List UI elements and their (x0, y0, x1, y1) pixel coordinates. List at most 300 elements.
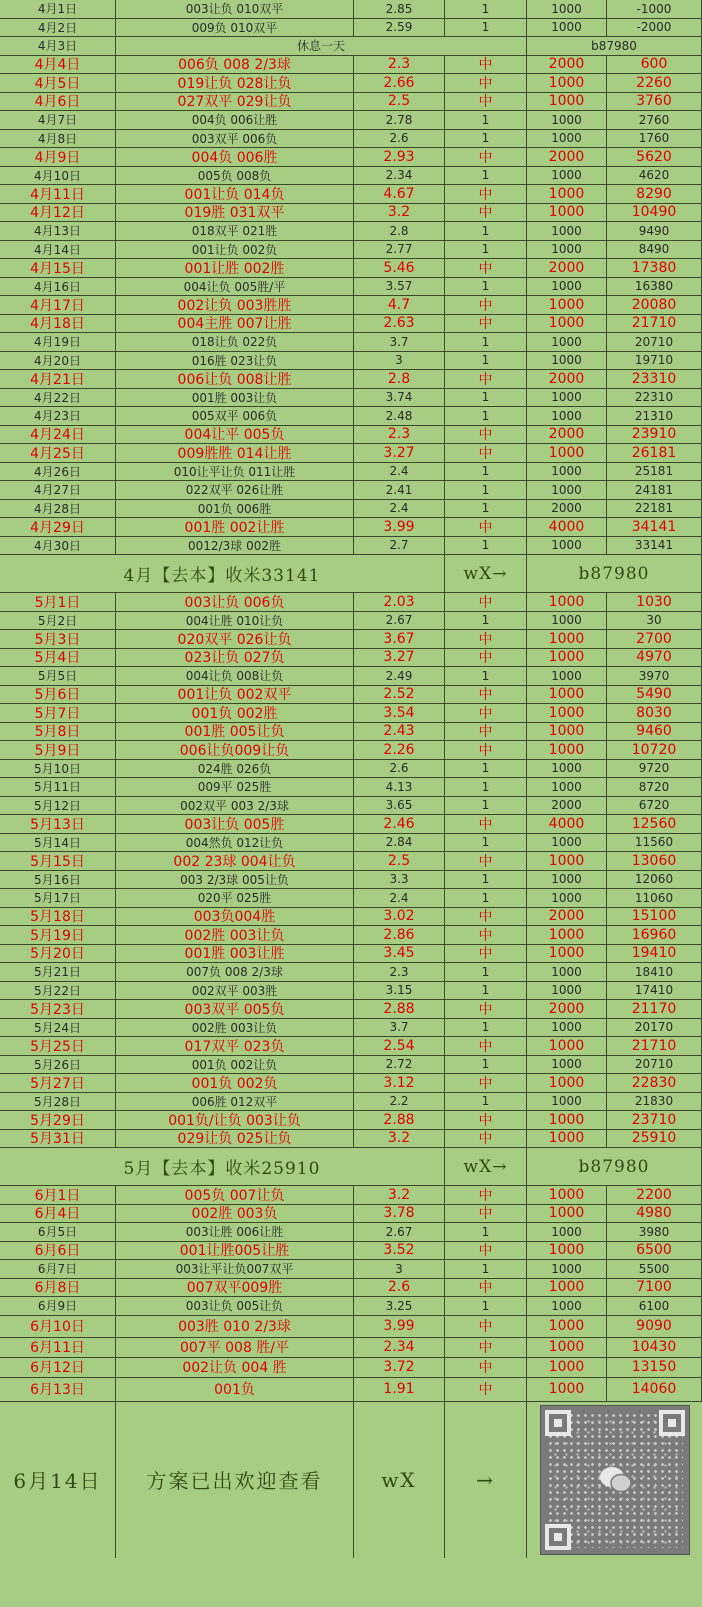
date-cell: 6月12日 (0, 1358, 116, 1377)
result-cell: 中 (445, 723, 527, 741)
match-cell: 010让平让负 011让胜 (116, 463, 354, 481)
date-cell: 5月24日 (0, 1019, 116, 1037)
total-cell: 3970 (607, 667, 702, 685)
odds-cell: 2.49 (354, 667, 445, 685)
date-cell: 4月21日 (0, 370, 116, 388)
match-cell: 019让负 028让负 (116, 74, 354, 92)
result-cell: 中 (445, 1205, 527, 1223)
table-row (0, 649, 702, 668)
date-cell: 4月13日 (0, 222, 116, 240)
date-cell: 6月8日 (0, 1279, 116, 1297)
total-cell: 6500 (607, 1242, 702, 1260)
table-row (0, 593, 702, 612)
odds-cell: 2.8 (354, 222, 445, 240)
table-row (0, 296, 702, 315)
odds-cell: 1.91 (354, 1378, 445, 1401)
match-cell: 007负 008 2/3球 (116, 963, 354, 981)
odds-cell: 3.27 (354, 444, 445, 462)
result-cell: 中 (445, 1130, 527, 1148)
date-cell: 5月14日 (0, 834, 116, 852)
match-cell: 019胜 031双平 (116, 204, 354, 222)
table-row (0, 926, 702, 945)
odds-cell: 2.6 (354, 130, 445, 148)
qr-finder-pattern (545, 1524, 571, 1550)
table-row (0, 370, 702, 389)
match-cell: 001让胜 002胜 (116, 259, 354, 277)
match-cell: 002胜 003负 (116, 1205, 354, 1223)
total-cell: 14060 (607, 1378, 702, 1401)
date-cell: 5月16日 (0, 871, 116, 889)
monthly-summary-row (0, 1148, 702, 1186)
total-cell: 20710 (607, 1056, 702, 1074)
odds-cell: 2.3 (354, 56, 445, 74)
table-row (0, 93, 702, 112)
date-cell: 4月22日 (0, 389, 116, 407)
date-cell: 4月19日 (0, 333, 116, 351)
total-cell: 4970 (607, 649, 702, 667)
stake-cell: 1000 (527, 1037, 607, 1055)
stake-cell: 1000 (527, 593, 607, 611)
stake-cell: 1000 (527, 945, 607, 963)
match-cell: 002让负 004 胜 (116, 1358, 354, 1377)
odds-cell: 2.26 (354, 741, 445, 759)
date-cell: 4月10日 (0, 167, 116, 185)
result-cell: 1 (445, 1019, 527, 1037)
match-cell: 002让负 003胜胜 (116, 296, 354, 314)
result-cell: 中 (445, 93, 527, 111)
total-cell: 16960 (607, 926, 702, 944)
odds-cell: 2.63 (354, 315, 445, 333)
total-cell: 600 (607, 56, 702, 74)
odds-cell: 2.6 (354, 760, 445, 778)
date-cell: 4月23日 (0, 407, 116, 425)
result-cell: 中 (445, 1338, 527, 1357)
stake-cell: 1000 (527, 889, 607, 907)
table-row (0, 1019, 702, 1038)
table-row (0, 1000, 702, 1019)
total-cell: 2260 (607, 74, 702, 92)
total-cell: 22830 (607, 1074, 702, 1092)
date-cell: 4月8日 (0, 130, 116, 148)
date-cell: 6月10日 (0, 1316, 116, 1337)
stake-cell: 2000 (527, 426, 607, 444)
match-cell: 001负 006胜 (116, 500, 354, 518)
stake-cell: 1000 (527, 241, 607, 259)
odds-cell: 2.34 (354, 1338, 445, 1357)
table-row (0, 871, 702, 890)
stake-cell: 1000 (527, 649, 607, 667)
result-cell: 1 (445, 111, 527, 129)
date-cell: 6月14日 (0, 1402, 116, 1558)
total-cell: 1760 (607, 130, 702, 148)
stake-cell: 1000 (527, 1205, 607, 1223)
total-cell: 23910 (607, 426, 702, 444)
result-cell: 中 (445, 1378, 527, 1401)
result-cell: 1 (445, 612, 527, 630)
result-cell: 中 (445, 649, 527, 667)
table-row (0, 945, 702, 964)
odds-cell: 2.5 (354, 93, 445, 111)
result-cell: 中 (445, 74, 527, 92)
stake-cell: 1000 (527, 612, 607, 630)
table-row (0, 537, 702, 556)
table-row (0, 741, 702, 760)
total-cell: 34141 (607, 518, 702, 536)
stake-cell: 1000 (527, 481, 607, 499)
odds-cell: 2.4 (354, 500, 445, 518)
result-cell: 1 (445, 241, 527, 259)
result-cell: 1 (445, 389, 527, 407)
table-row (0, 760, 702, 779)
result-cell: 1 (445, 333, 527, 351)
total-cell: 9720 (607, 760, 702, 778)
match-cell: 006胜 012双平 (116, 1093, 354, 1111)
total-cell: 23310 (607, 370, 702, 388)
date-cell: 5月2日 (0, 612, 116, 630)
match-cell: 003让负 005让负 (116, 1297, 354, 1315)
total-cell: 9460 (607, 723, 702, 741)
match-cell: 002胜 003让负 (116, 1019, 354, 1037)
date-cell: 4月2日 (0, 19, 116, 37)
result-cell: 中 (445, 945, 527, 963)
total-cell: 21710 (607, 315, 702, 333)
date-cell: 4月18日 (0, 315, 116, 333)
total-cell: 11060 (607, 889, 702, 907)
odds-cell: 3.15 (354, 982, 445, 1000)
odds-cell: 3.78 (354, 1205, 445, 1223)
result-cell: 中 (445, 741, 527, 759)
stake-cell: 1000 (527, 352, 607, 370)
result-cell: 1 (445, 500, 527, 518)
stake-cell: 1000 (527, 852, 607, 870)
date-cell: 5月3日 (0, 630, 116, 648)
date-cell: 6月9日 (0, 1297, 116, 1315)
match-cell: 001负 002让负 (116, 1056, 354, 1074)
stake-cell: 1000 (527, 0, 607, 18)
stake-cell: 1000 (527, 333, 607, 351)
odds-cell: 3.12 (354, 1074, 445, 1092)
result-cell: 1 (445, 1056, 527, 1074)
stake-cell: 1000 (527, 222, 607, 240)
date-cell: 5月27日 (0, 1074, 116, 1092)
match-cell: 001让胜005让胜 (116, 1242, 354, 1260)
result-cell: 中 (445, 908, 527, 926)
total-cell: 9490 (607, 222, 702, 240)
date-cell: 5月7日 (0, 704, 116, 722)
odds-cell: 2.78 (354, 111, 445, 129)
result-cell: 中 (445, 185, 527, 203)
qr-code-cell (527, 1402, 702, 1558)
total-cell: 25181 (607, 463, 702, 481)
month-summary-text: 4月【去本】收米33141 (0, 555, 445, 592)
stake-cell: 2000 (527, 908, 607, 926)
table-row (0, 1186, 702, 1205)
result-cell: 1 (445, 1223, 527, 1241)
rest-day-row (0, 37, 702, 56)
table-row (0, 1037, 702, 1056)
total-cell: 3980 (607, 1223, 702, 1241)
date-cell: 4月14日 (0, 241, 116, 259)
wechat-qr-code-icon[interactable] (540, 1405, 690, 1555)
date-cell: 4月27日 (0, 481, 116, 499)
total-cell: 4620 (607, 167, 702, 185)
stake-cell: 1000 (527, 130, 607, 148)
date-cell: 5月17日 (0, 889, 116, 907)
match-cell: 003 2/3球 005让负 (116, 871, 354, 889)
match-cell: 002双平 003 2/3球 (116, 797, 354, 815)
total-cell: 25910 (607, 1130, 702, 1148)
total-cell: 13150 (607, 1358, 702, 1377)
date-cell: 6月1日 (0, 1186, 116, 1204)
table-row (0, 686, 702, 705)
total-cell: 5490 (607, 686, 702, 704)
stake-cell: 2000 (527, 797, 607, 815)
match-cell: 009胜胜 014让胜 (116, 444, 354, 462)
result-cell: 中 (445, 518, 527, 536)
match-cell: 003负004胜 (116, 908, 354, 926)
result-cell: 1 (445, 1093, 527, 1111)
odds-cell: 3.74 (354, 389, 445, 407)
odds-cell: 2.48 (354, 407, 445, 425)
odds-cell: 3.45 (354, 945, 445, 963)
match-cell: 004让胜 010让负 (116, 612, 354, 630)
table-row (0, 74, 702, 93)
total-cell: 17380 (607, 259, 702, 277)
match-cell: 001让负 002双平 (116, 686, 354, 704)
wx-label: wX (354, 1402, 445, 1558)
stake-cell: 1000 (527, 630, 607, 648)
odds-cell: 2.85 (354, 0, 445, 18)
result-cell: 中 (445, 852, 527, 870)
table-row (0, 222, 702, 241)
contact-id: b87980 (527, 555, 702, 592)
date-cell: 5月31日 (0, 1130, 116, 1148)
stake-cell: 2000 (527, 500, 607, 518)
stake-cell: 1000 (527, 407, 607, 425)
total-cell: 5620 (607, 148, 702, 166)
odds-cell: 2.7 (354, 537, 445, 555)
date-cell: 4月1日 (0, 0, 116, 18)
match-cell: 018让负 022负 (116, 333, 354, 351)
stake-cell: 1000 (527, 1093, 607, 1111)
date-cell: 4月11日 (0, 185, 116, 203)
rest-note: 休息一天 (116, 37, 527, 55)
match-cell: 001胜 003让负 (116, 389, 354, 407)
table-row (0, 982, 702, 1001)
total-cell: 11560 (607, 834, 702, 852)
total-cell: 13060 (607, 852, 702, 870)
result-cell: 中 (445, 704, 527, 722)
result-cell: 1 (445, 760, 527, 778)
result-cell: 1 (445, 778, 527, 796)
stake-cell: 1000 (527, 704, 607, 722)
match-cell: 003让平让负007双平 (116, 1260, 354, 1278)
date-cell: 5月13日 (0, 815, 116, 833)
result-cell: 1 (445, 963, 527, 981)
table-row (0, 1297, 702, 1316)
date-cell: 4月26日 (0, 463, 116, 481)
match-cell: 001让负 014负 (116, 185, 354, 203)
result-cell: 1 (445, 667, 527, 685)
table-row (0, 0, 702, 19)
date-cell: 5月15日 (0, 852, 116, 870)
match-cell: 003让负 010双平 (116, 0, 354, 18)
stake-cell: 1000 (527, 444, 607, 462)
total-cell: 26181 (607, 444, 702, 462)
result-cell: 中 (445, 259, 527, 277)
match-cell: 017双平 023负 (116, 1037, 354, 1055)
date-cell: 5月4日 (0, 649, 116, 667)
result-cell: 1 (445, 130, 527, 148)
table-row (0, 333, 702, 352)
date-cell: 5月29日 (0, 1111, 116, 1129)
date-cell: 5月22日 (0, 982, 116, 1000)
result-cell: 1 (445, 463, 527, 481)
date-cell: 4月5日 (0, 74, 116, 92)
table-row (0, 463, 702, 482)
match-cell: 027双平 029让负 (116, 93, 354, 111)
stake-cell: 1000 (527, 871, 607, 889)
match-cell: 009平 025胜 (116, 778, 354, 796)
odds-cell: 2.34 (354, 167, 445, 185)
match-cell: 004让负 005胜/平 (116, 278, 354, 296)
stake-cell: 2000 (527, 148, 607, 166)
result-cell: 中 (445, 1037, 527, 1055)
total-cell: 1030 (607, 593, 702, 611)
odds-cell: 2.5 (354, 852, 445, 870)
table-row (0, 315, 702, 334)
result-cell: 中 (445, 1279, 527, 1297)
date-cell: 4月6日 (0, 93, 116, 111)
date-cell: 4月30日 (0, 537, 116, 555)
date-cell: 5月10日 (0, 760, 116, 778)
table-row (0, 1279, 702, 1298)
result-cell: 中 (445, 1316, 527, 1337)
table-row (0, 130, 702, 149)
wx-arrow-label: wX→ (445, 1148, 527, 1185)
date-cell: 6月11日 (0, 1338, 116, 1357)
stake-cell: 2000 (527, 56, 607, 74)
result-cell: 1 (445, 537, 527, 555)
odds-cell: 3 (354, 1260, 445, 1278)
total-cell: 18410 (607, 963, 702, 981)
stake-cell: 1000 (527, 537, 607, 555)
total-cell: 33141 (607, 537, 702, 555)
result-cell: 1 (445, 19, 527, 37)
date-cell: 4月17日 (0, 296, 116, 314)
total-cell: 21310 (607, 407, 702, 425)
match-cell: 007双平009胜 (116, 1279, 354, 1297)
wechat-logo-icon (599, 1466, 633, 1494)
result-cell: 1 (445, 889, 527, 907)
result-cell: 1 (445, 278, 527, 296)
plan-message: 方案已出欢迎查看 (116, 1402, 354, 1558)
stake-cell: 1000 (527, 1297, 607, 1315)
result-cell: 1 (445, 1260, 527, 1278)
total-cell: 2760 (607, 111, 702, 129)
odds-cell: 2.03 (354, 593, 445, 611)
table-row (0, 148, 702, 167)
stake-cell: 1000 (527, 1019, 607, 1037)
total-cell: 2200 (607, 1186, 702, 1204)
date-cell: 5月12日 (0, 797, 116, 815)
table-row (0, 352, 702, 371)
table-row (0, 56, 702, 75)
stake-cell: 1000 (527, 315, 607, 333)
stake-cell: 1000 (527, 1260, 607, 1278)
match-cell: 006让负009让负 (116, 741, 354, 759)
stake-cell: 1000 (527, 1316, 607, 1337)
odds-cell: 4.67 (354, 185, 445, 203)
date-cell: 5月19日 (0, 926, 116, 944)
odds-cell: 3.99 (354, 1316, 445, 1337)
odds-cell: 2.86 (354, 926, 445, 944)
odds-cell: 2.41 (354, 481, 445, 499)
stake-cell: 2000 (527, 259, 607, 277)
match-cell: 004主胜 007让胜 (116, 315, 354, 333)
table-row (0, 407, 702, 426)
odds-cell: 3.2 (354, 204, 445, 222)
match-cell: 001胜 003让胜 (116, 945, 354, 963)
date-cell: 4月29日 (0, 518, 116, 536)
total-cell: -1000 (607, 0, 702, 18)
stake-cell: 1000 (527, 667, 607, 685)
table-row (0, 778, 702, 797)
table-row (0, 1223, 702, 1242)
table-row (0, 889, 702, 908)
table-row (0, 1316, 702, 1338)
total-cell: -2000 (607, 19, 702, 37)
match-cell: 007平 008 胜/平 (116, 1338, 354, 1357)
stake-cell: 1000 (527, 834, 607, 852)
date-cell: 6月7日 (0, 1260, 116, 1278)
match-cell: 002双平 003胜 (116, 982, 354, 1000)
odds-cell: 3.02 (354, 908, 445, 926)
table-row (0, 481, 702, 500)
total-cell: 8490 (607, 241, 702, 259)
table-row (0, 111, 702, 130)
date-cell: 5月28日 (0, 1093, 116, 1111)
total-cell: 19410 (607, 945, 702, 963)
stake-cell: 1000 (527, 1378, 607, 1401)
result-cell: 中 (445, 56, 527, 74)
match-cell: 005负 007让负 (116, 1186, 354, 1204)
total-cell: 8030 (607, 704, 702, 722)
date-cell: 5月26日 (0, 1056, 116, 1074)
date-cell: 4月7日 (0, 111, 116, 129)
stake-cell: 1000 (527, 963, 607, 981)
date-cell: 4月16日 (0, 278, 116, 296)
table-row (0, 204, 702, 223)
total-cell: 4980 (607, 1205, 702, 1223)
match-cell: 001让负 002负 (116, 241, 354, 259)
stake-cell: 1000 (527, 185, 607, 203)
match-cell: 005负 008负 (116, 167, 354, 185)
total-cell: 21710 (607, 1037, 702, 1055)
stake-cell: 1000 (527, 74, 607, 92)
result-cell: 中 (445, 426, 527, 444)
result-cell: 中 (445, 593, 527, 611)
date-cell: 5月25日 (0, 1037, 116, 1055)
total-cell: 10430 (607, 1338, 702, 1357)
stake-cell: 2000 (527, 1000, 607, 1018)
date-cell: 5月11日 (0, 778, 116, 796)
match-cell: 001负/让负 003让负 (116, 1111, 354, 1129)
match-cell: 003双平 006负 (116, 130, 354, 148)
match-cell: 001负 (116, 1378, 354, 1401)
match-cell: 004让负 008让负 (116, 667, 354, 685)
odds-cell: 3.2 (354, 1130, 445, 1148)
